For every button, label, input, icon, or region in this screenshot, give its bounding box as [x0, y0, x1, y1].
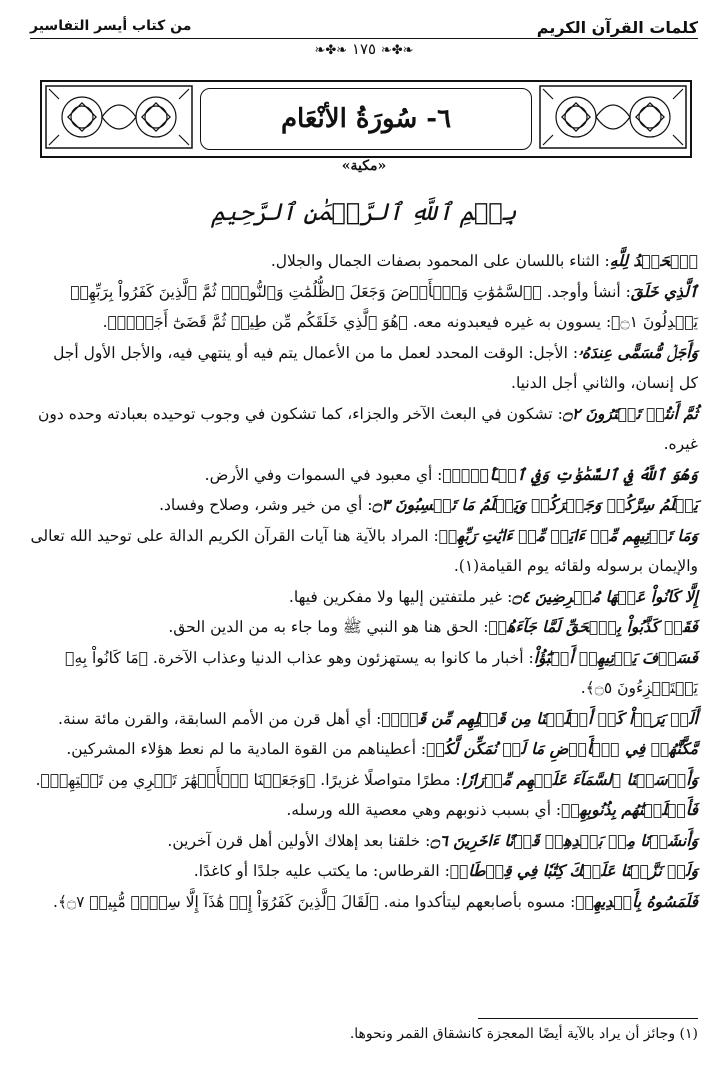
quran-term: وَمَا تَأۡتِيهِم مِّنۡ ءَايَةٖ مِّنۡ ءَايَٰتِ رَبِّهِمۡ [438, 525, 698, 545]
basmala: بِسۡمِ ٱللَّهِ ٱلرَّحۡمَٰنِ ٱلرَّحِيمِ [211, 198, 517, 226]
quran-term: فَلَمَسُوهُ بِأَيۡدِيهِمۡ [575, 891, 698, 911]
term-explanation: : الثناء باللسان على المحمود بصفات الجمال والجلال. [270, 252, 610, 270]
book-title: كلمات القرآن الكريم [536, 18, 698, 37]
term-explanation: : أي أهل قرن من الأمم السابقة، والقرن مائة سنة. [58, 709, 382, 728]
term-explanation: : مسوه بأصابعهم ليتأكدوا منه. ﴿لَقَالَ ٱلَّذِينَ كَفَرُوٓاْ إِنۡ هَٰذَآ إِلَّا سِحۡرٞ مُّبِينٞ ۝٧﴾. [53, 892, 576, 911]
term-explanation: : أنشأ وأوجد. ﴿ٱلسَّمَٰوَٰتِ وَٱلۡأَرۡضَ وَجَعَلَ ٱلظُّلُمَٰتِ وَٱلنُّورَۖ ثُمَّ ٱلَّذِينَ كَفَرُواْ بِرَبِّهِمۡ يَعۡدِلُونَ ۝١﴾: يسوون به غيره فيعبدونه معه. ﴿هُوَ ٱلَّذِي خَلَقَكُم مِّن طِينٖ ثُمَّ قَضَىٰٓ أَجَلٗاۖ﴾. [70, 282, 698, 331]
glossary-entry [30, 765, 698, 796]
term-explanation: : المراد بالآية هنا آيات القرآن الكريم الدالة على توحيد الله تعالى والإيمان برسوله ولقائه يوم القيامة(١). [30, 526, 698, 575]
surah-title: ٦- سُورَةُ الأنْعَام [200, 88, 532, 150]
quran-term: أَلَمۡ يَرَوۡاْ كَمۡ أَهۡلَكۡنَا مِن قَبۡلِهِم مِّن قَرۡنٖ [381, 708, 698, 728]
term-explanation: : مطرًا متواصلًا غزيرًا. ﴿وَجَعَلۡنَا ٱلۡأَنۡهَٰرَ تَجۡرِي مِن تَحۡتِهِمۡ﴾. [35, 770, 461, 789]
glossary-entry [30, 490, 698, 521]
term-explanation: : أي معبود في السموات وفي الأرض. [204, 465, 443, 484]
glossary-entry [30, 399, 698, 460]
quran-term: فَسَوۡفَ يَأۡتِيهِمۡ أَنۢبَٰٓؤُاْ [533, 647, 698, 667]
source-title: من كتاب أيسر التفاسير [30, 18, 192, 34]
surah-banner [40, 80, 692, 158]
quran-term: وَأَرۡسَلۡنَا ٱلسَّمَآءَ عَلَيۡهِم مِّدۡرَارٗا [460, 769, 698, 789]
term-explanation: : أعطيناهم من القوة المادية ما لم نعط هؤلاء المشركين. [66, 740, 427, 758]
quran-term: فَأَهۡلَكۡنَٰهُم بِذُنُوبِهِمۡ [561, 800, 698, 819]
glossary-entry [30, 612, 698, 643]
quran-term: وَأَنشَأۡنَا مِنۢ بَعۡدِهِمۡ قَرۡنًا ءَاخَرِينَ ۝٦ [430, 830, 698, 850]
term-explanation: : أي من خير وشر، وصلاح وفساد. [159, 496, 373, 514]
arabesque-pattern-icon [539, 85, 687, 149]
term-explanation: : أخبار ما كانوا به يستهزئون وهو عذاب الدنيا وعذاب الآخرة. ﴿مَا كَانُواْ بِهِۦ يَسۡتَهۡزِءُونَ ۝٥﴾. [65, 648, 698, 697]
glossary-entry [30, 826, 698, 857]
glossary-entry [30, 795, 698, 826]
term-explanation: : القرطاس: ما يكتب عليه جلدًا أو كاغدًا. [193, 862, 450, 880]
term-explanation: : غير ملتفتين إليها ولا مفكرين فيها. [288, 587, 513, 606]
arabesque-pattern-icon [45, 85, 193, 149]
glossary-entry [30, 521, 698, 582]
term-explanation: : خلقنا بعد إهلاك الأولين أهل قرن آخرين. [167, 831, 431, 850]
page-number: ١٧٥ [351, 40, 377, 58]
glossary-entry [30, 277, 698, 338]
quran-term: ٱلۡحَمۡدُ لِلَّهِ [609, 251, 698, 270]
glossary-entry [30, 734, 698, 765]
footnote: (١) وجائز أن يراد بالآية أيضًا المعجزة كانشقاق القمر ونحوها. [349, 1026, 698, 1042]
page-number-row [0, 40, 728, 58]
glossary-entries [30, 246, 698, 917]
term-explanation: : الحق هنا هو النبي ﷺ وما جاء به من الدين الحق. [168, 618, 489, 636]
glossary-entry [30, 246, 698, 277]
header-rule [30, 38, 698, 39]
quran-term: مَّكَّنَّٰهُمۡ فِي ٱلۡأَرۡضِ مَا لَمۡ نُمَكِّن لَّكُمۡ [426, 739, 698, 758]
glossary-entry [30, 460, 698, 491]
quran-term: ٱلَّذِي خَلَقَ [630, 281, 698, 301]
footnote-rule [478, 1018, 698, 1019]
quran-term: إِلَّا كَانُواْ عَنۡهَا مُعۡرِضِينَ ۝٤ [512, 586, 698, 606]
glossary-entry [30, 856, 698, 887]
term-explanation: : أي بسبب ذنوبهم وهي معصية الله ورسله. [286, 801, 562, 819]
quran-term: وَهُوَ ٱللَّهُ فِي ٱلسَّمَٰوَٰتِ وَفِي ٱلۡأَرۡضِۖ [442, 464, 698, 484]
revelation-type: «مكية» [341, 158, 387, 174]
ornament-icon: ❧✤❧ [380, 43, 414, 58]
glossary-entry [30, 704, 698, 735]
quran-term: وَأَجَلٞ مُّسَمًّى عِندَهُۥ [578, 342, 698, 362]
term-explanation: : الأجل: الوقت المحدد لعمل ما من الأعمال يتم فيه أو ينتهي فيه، والأجل الأول أجل كل إنسان، والثاني أجل الدنيا. [53, 343, 698, 392]
quran-term: فَقَدۡ كَذَّبُواْ بِٱلۡحَقِّ لَمَّا جَآءَهُمۡ [488, 617, 698, 636]
quran-term: وَلَوۡ نَزَّلۡنَا عَلَيۡكَ كِتَٰبٗا فِي قِرۡطَاسٖ [449, 861, 698, 880]
ornament-icon: ❧✤❧ [314, 43, 348, 58]
quran-term: يَعۡلَمُ سِرَّكُمۡ وَجَهۡرَكُمۡ وَيَعۡلَمُ مَا تَكۡسِبُونَ ۝٣ [372, 495, 698, 514]
glossary-entry [30, 582, 698, 613]
glossary-entry [30, 643, 698, 704]
quran-term: ثُمَّ أَنتُمۡ تَمۡتَرُونَ ۝٢ [562, 403, 698, 423]
glossary-entry [30, 887, 698, 918]
glossary-entry [30, 338, 698, 399]
term-explanation: : تشكون في البعث الآخر والجزاء، كما تشكون في وجوب توحيده بعبادته وحده دون غيره. [38, 404, 698, 453]
